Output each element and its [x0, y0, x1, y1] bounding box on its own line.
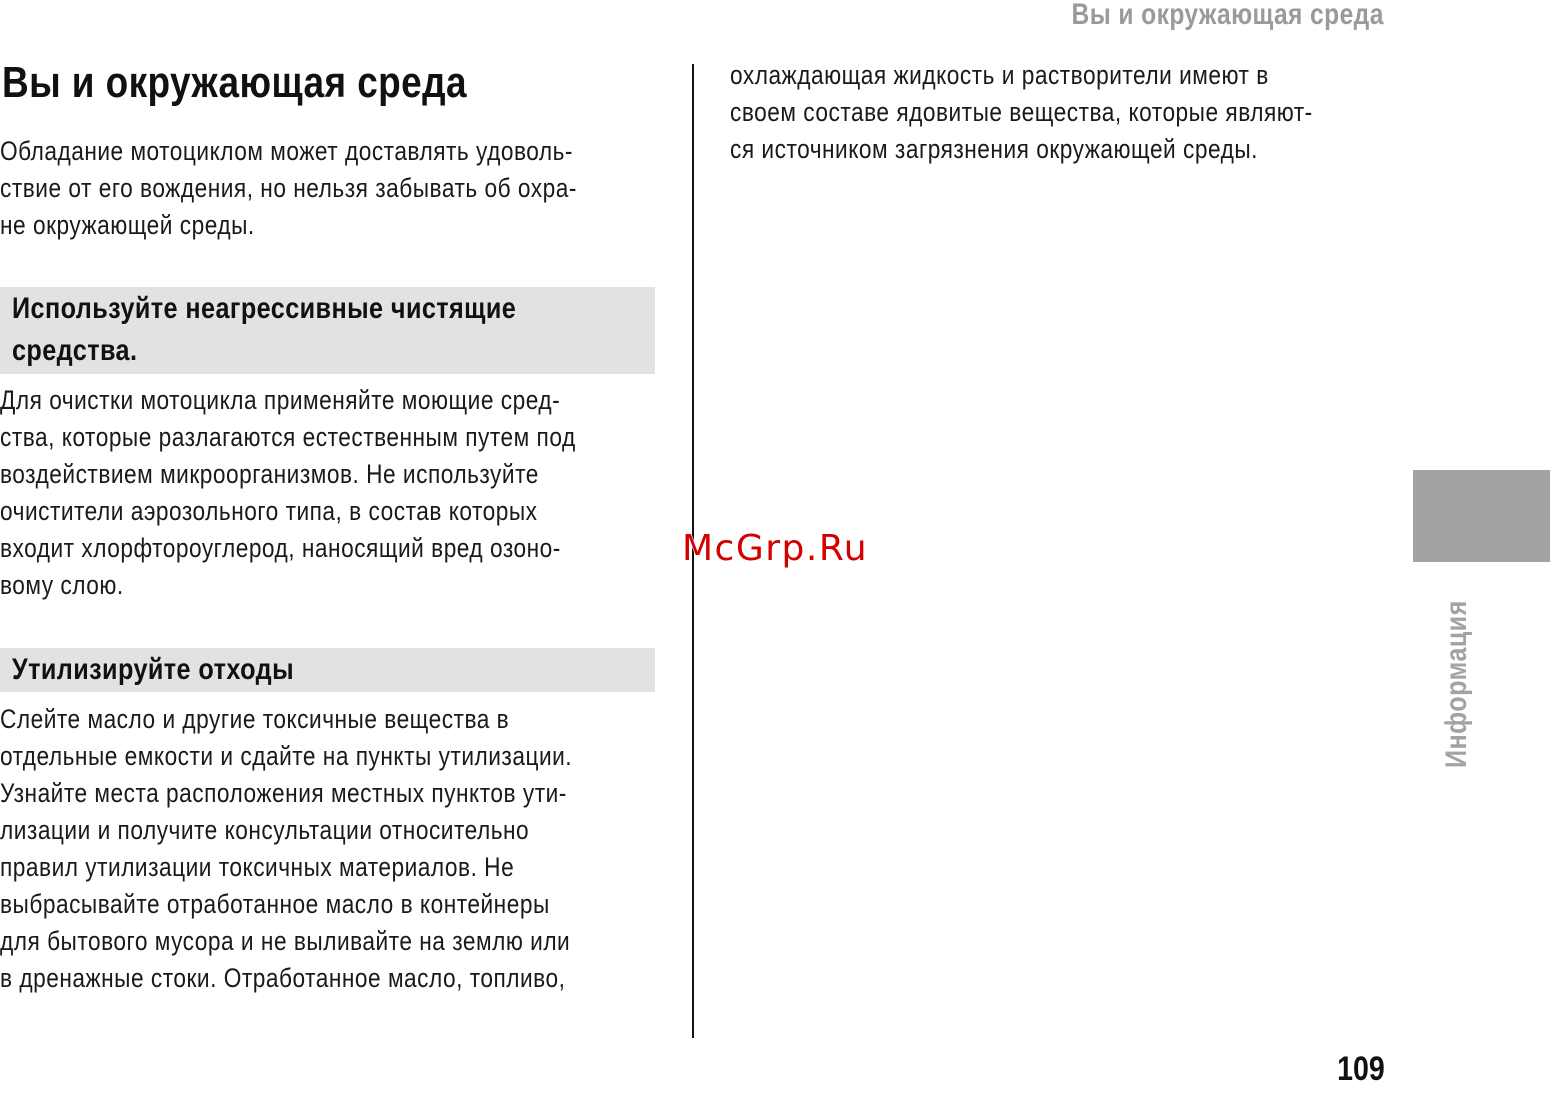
body-line: Слейте масло и другие токсичные вещества в: [0, 704, 510, 734]
page-title: Вы и окружающая среда: [2, 58, 468, 107]
body-line: ся источником загрязнения окружающей среды.: [730, 134, 1258, 164]
section-heading-cleaning: [12, 288, 516, 372]
heading-line: Используйте неагрессивные чистящие: [12, 292, 517, 325]
intro-line: Обладание мотоциклом может доставлять удоволь-: [0, 136, 573, 166]
section-body-cleaning: [0, 382, 576, 604]
watermark: McGrp.Ru: [682, 528, 869, 569]
section-tab-marker: [1413, 470, 1550, 562]
page-number: 109: [1337, 1050, 1385, 1088]
body-line: правил утилизации токсичных материалов. Не: [0, 852, 515, 882]
body-line: очистители аэрозольного типа, в состав которых: [0, 496, 538, 526]
body-line: вому слою.: [0, 570, 124, 600]
body-line: для бытового мусора и не выливайте на землю или: [0, 926, 571, 956]
body-line: воздействием микроорганизмов. Не используйте: [0, 459, 539, 489]
body-line: Для очистки мотоцикла применяйте моющие сред-: [0, 385, 561, 415]
intro-line: ствие от его вождения, но нельзя забывать об охра-: [0, 173, 577, 203]
section-heading-disposal: [12, 649, 294, 691]
running-header: Вы и окружающая среда: [1071, 0, 1384, 31]
body-line: ства, которые разлагаются естественным путем под: [0, 422, 576, 452]
body-line: в дренажные стоки. Отработанное масло, топливо,: [0, 963, 566, 993]
intro-paragraph: [0, 133, 577, 244]
body-line: лизации и получите консультации относительно: [0, 815, 530, 845]
heading-line: средства.: [12, 334, 138, 367]
section-body-disposal: [0, 701, 572, 997]
heading-line: Утилизируйте отходы: [12, 653, 295, 686]
section-heading-bar-disposal: [0, 648, 655, 692]
body-line: Узнайте места расположения местных пунктов ути-: [0, 778, 567, 808]
section-tab-label: Информация: [1440, 600, 1473, 768]
section-heading-bar-cleaning: [0, 287, 655, 374]
body-line: своем составе ядовитые вещества, которые являют-: [730, 97, 1313, 127]
body-line: охлаждающая жидкость и растворители имеют в: [730, 60, 1269, 90]
continuation-paragraph: [730, 57, 1313, 168]
body-line: выбрасывайте отработанное масло в контейнеры: [0, 889, 550, 919]
intro-line: не окружающей среды.: [0, 210, 255, 240]
body-line: отдельные емкости и сдайте на пункты утилизации.: [0, 741, 573, 771]
body-line: входит хлорфтороуглерод, наносящий вред озоно-: [0, 533, 561, 563]
